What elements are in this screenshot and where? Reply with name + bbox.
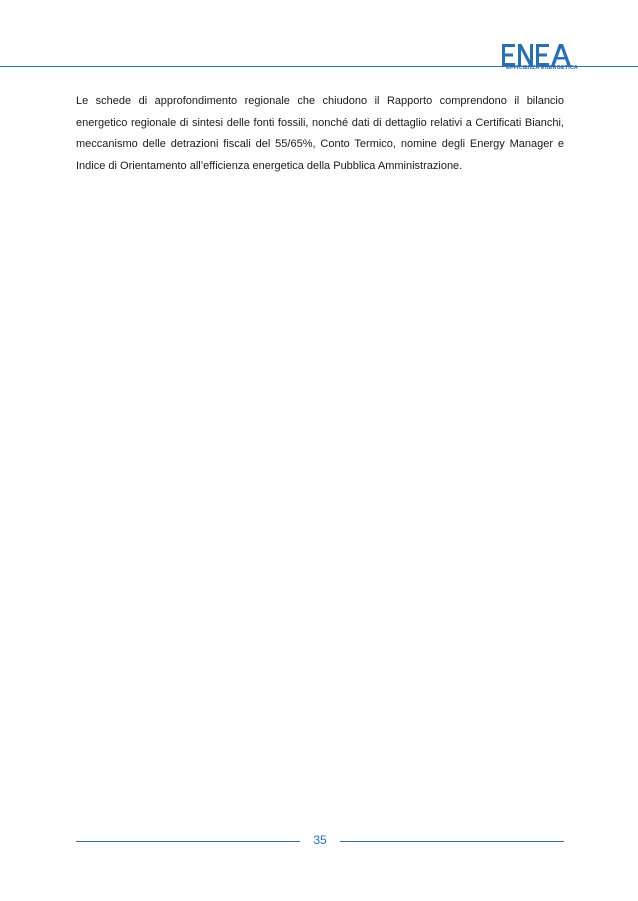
enea-logo-mark [502, 44, 572, 66]
enea-logo [496, 41, 578, 79]
body-paragraph: Le schede di approfondimento regionale che chiudono il Rapporto comprendono il bilancio energetico regionale di sintesi delle fonti fossili, nonché dati di dettaglio relativi a Certificati Bianchi, meccanismo delle detrazioni fiscali del 55/65%, Conto Termico, nomine degli Energy Manager e Indice di Orientamento all’efficienza energetica della Pubblica Amministrazione. [76, 95, 564, 172]
footer-rule-right [340, 841, 564, 842]
logo-subtitle: EFFICIENZA ENERGETICA [506, 65, 578, 71]
page-number: 35 [313, 833, 327, 847]
page-footer [76, 830, 564, 852]
footer-rule-left [76, 841, 300, 842]
